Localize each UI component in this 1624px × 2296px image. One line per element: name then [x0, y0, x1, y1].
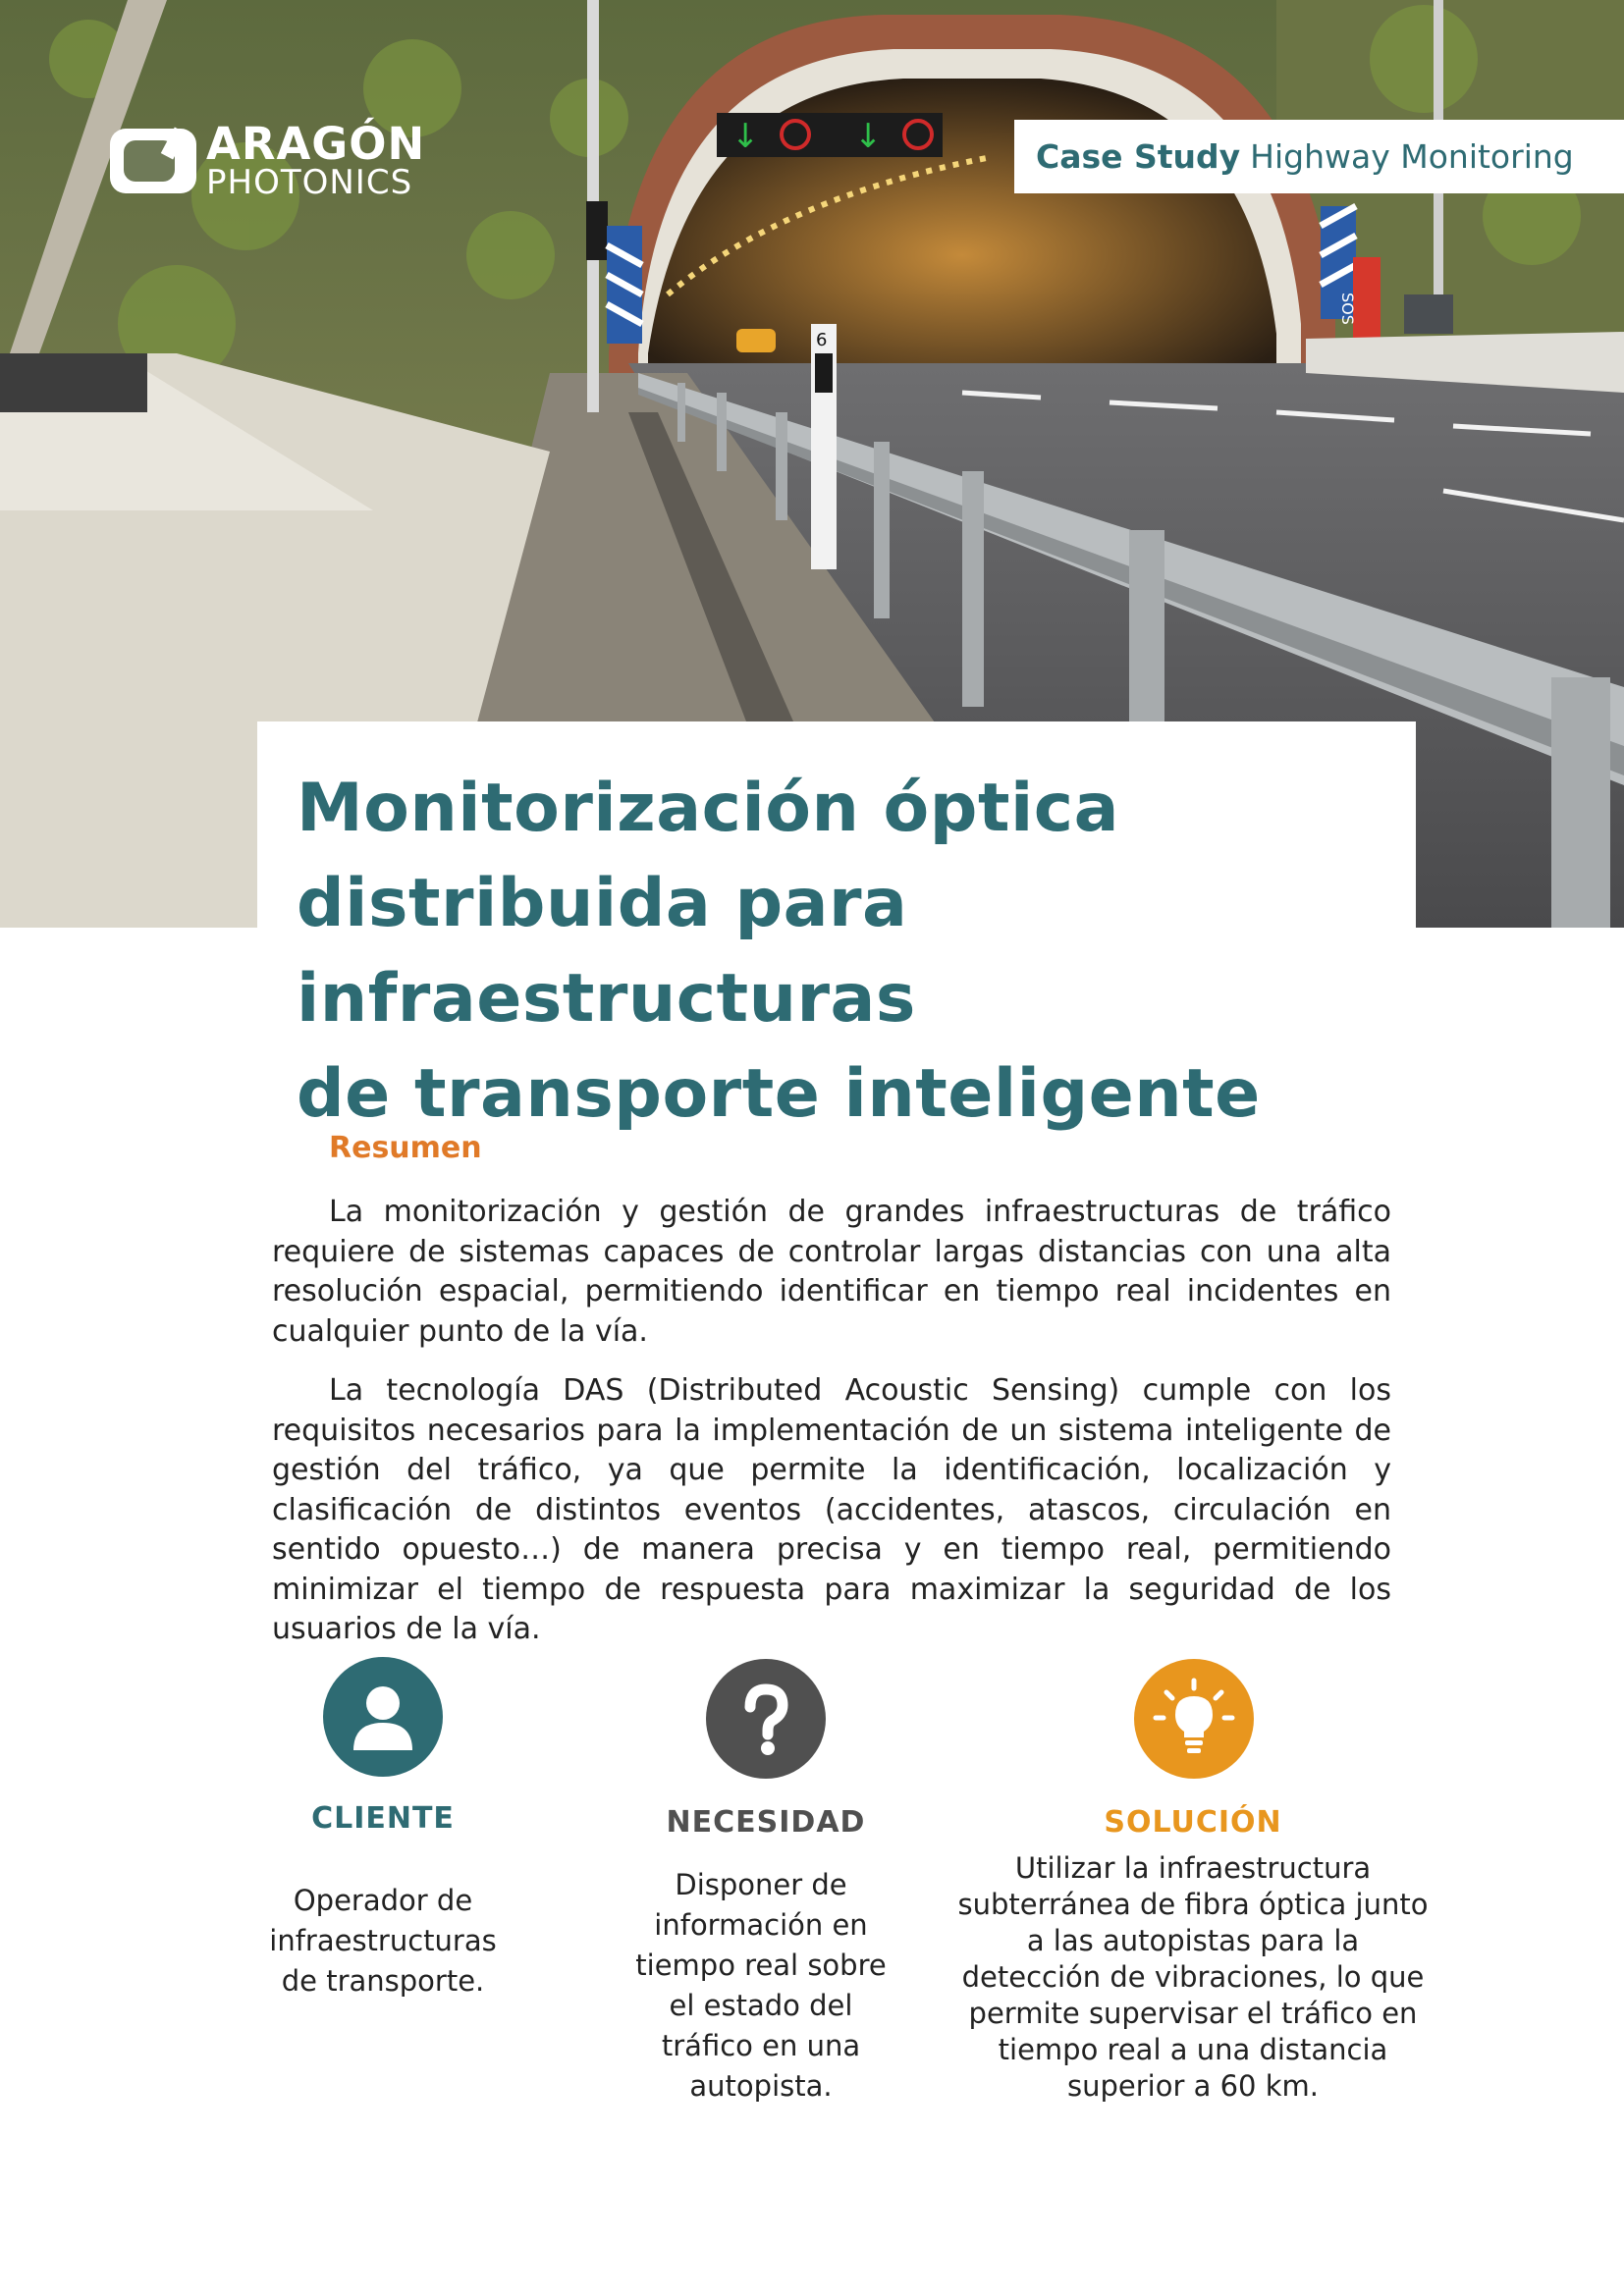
title-line-3: de transporte inteligente — [297, 1055, 1261, 1133]
title-box — [257, 721, 1416, 1133]
summary-paragraph-2: La tecnología DAS (Distributed Acoustic Sensing) cumple con los requisitos necesarios para la implementación de un sistema inteligente de gestión del tráfico, ya que permite la identificación, localización y clasificación de distintos eventos (accidentes, atascos, circulación en sentido opuesto…) de manera precisa y en tiempo real, permitiendo minimizar el tiempo de respuesta para maximizar la seguridad de los usuarios de la vía. — [272, 1373, 1391, 1646]
summary-heading: Resumen — [329, 1131, 482, 1165]
title-line-2: distribuida para infraestructuras — [297, 865, 916, 1038]
post-number: 6 — [816, 330, 828, 350]
client-title: CLIENTE — [311, 1801, 455, 1836]
need-text: Disponer de información en tiempo real sobre el estado del tráfico en una autopista. — [635, 1868, 887, 2103]
lightbulb-icon — [1150, 1675, 1238, 1763]
case-study-label — [1014, 120, 1624, 193]
question-icon — [727, 1680, 805, 1758]
solution-icon-circle — [1134, 1659, 1254, 1779]
solution-text: Utilizar la infraestructura subterránea de fibra óptica junto a las autopistas para la detección de vibraciones, lo que permite supervisar el tráfico en tiempo real a una distancia superior a 60 km. — [957, 1851, 1429, 2103]
client-icon-circle — [323, 1657, 443, 1777]
logo-line2: PHOTONICS — [206, 163, 413, 202]
case-study-prefix: Case Study — [1036, 137, 1241, 176]
logo-line1: ARAGÓN — [206, 118, 426, 170]
sos-sign-text: SOS — [1338, 293, 1357, 325]
aragon-photonics-logo — [110, 118, 426, 202]
logo-mark-icon — [110, 129, 196, 193]
client-text: Operador de infraestructuras de transporte. — [269, 1884, 497, 1998]
need-title: NECESIDAD — [666, 1805, 866, 1840]
svg-text:↓: ↓ — [731, 117, 760, 156]
person-icon — [344, 1678, 422, 1756]
case-study-topic: Highway Monitoring — [1250, 137, 1574, 176]
title-line-1: Monitorización óptica — [297, 770, 1119, 847]
svg-text:↓: ↓ — [854, 117, 883, 156]
solution-title: SOLUCIÓN — [1104, 1805, 1282, 1840]
page-title — [297, 761, 1416, 1142]
need-icon-circle — [706, 1659, 826, 1779]
summary-paragraph-1: La monitorización y gestión de grandes infraestructuras de tráfico requiere de sistemas capaces de controlar largas distancias con una alta resolución espacial, permitiendo identificar en tiempo real incidentes en cualquier punto de la vía. — [272, 1195, 1391, 1349]
